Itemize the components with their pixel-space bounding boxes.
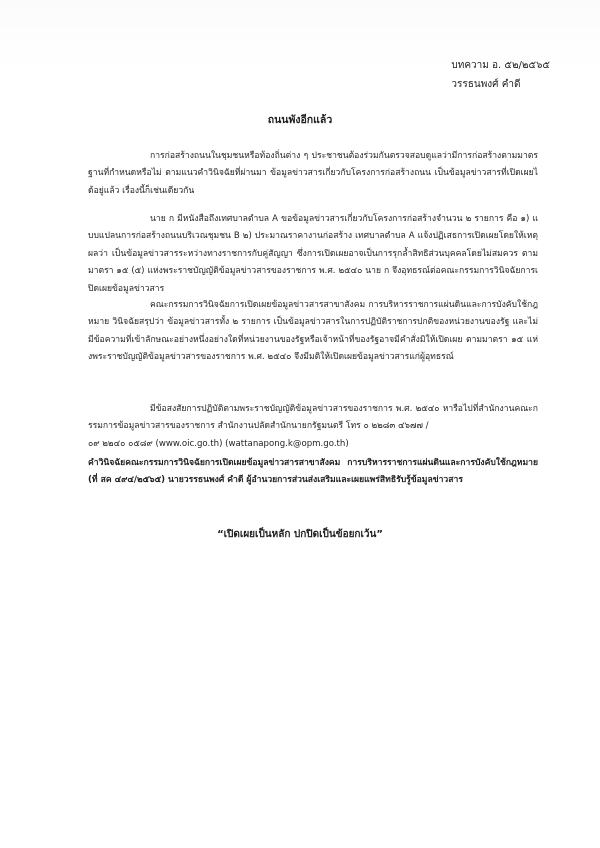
header-reference <box>451 56 550 94</box>
paragraph-contact: มีข้อสงสัยการปฏิบัติตามพระราชบัญญัติข้อมูลข่าวสารของราชการ พ.ศ. ๒๕๔๐ หารือไปที่สำนักงานคณะกรรมการข้อมูลข่าวสารของราชการ สำนักงานปลัดสำนักนายกรัฐมนตรี โทร ๐ ๒๒๘๓ ๔๖๗๗ / <box>88 404 538 432</box>
document-title: ถนนพังอีกแล้ว <box>267 114 333 126</box>
motto: “เปิดเผยเป็นหลัก ปกปิดเป็นข้อยกเว้น” <box>217 529 383 540</box>
author-name: วรรธนพงศ์ คำดี <box>451 79 521 90</box>
paragraph-case: นาย ก มีหนังสือถึงเทศบาลตำบล A ขอข้อมูลข่าวสารเกี่ยวกับโครงการก่อสร้างจำนวน ๒ รายการ คือ ๑) แบบแปลนการก่อสร้างถนนบริเวณชุมชน B ๒) ประมาณราคางานก่อสร้าง เทศบาลตำบล A แจ้งปฏิเสธการเปิดเผยโดยให้เหตุผลว่า เป็นข้อมูลข่าวสารระหว่างทางราชการกับคู่สัญญา ซึ่งการเปิดเผยอาจเป็นการรุกล้ำสิทธิส่วนบุคคลโดยไม่สมควร ตามมาตรา ๑๕ (๕) แห่งพระราชบัญญัติข้อมูลข่าวสารของราชการ พ.ศ. ๒๕๔๐ นาย ก จึงอุทธรณ์ต่อคณะกรรมการวินิจฉัยการเปิดเผยข้อมูลข่าวสาร <box>88 214 538 294</box>
article-number: บทความ อ. ๕๒/๒๕๖๕ <box>451 60 550 71</box>
paragraph-decision: คณะกรรมการวินิจฉัยการเปิดเผยข้อมูลข่าวสารสาขาสังคม การบริหารราชการแผ่นดินและการบังคับใช้กฎหมาย วินิจฉัยสรุปว่า ข้อมูลข่าวสารทั้ง ๒ รายการ เป็นข้อมูลข่าวสารในการปฏิบัติราชการปกติของหน่วยงานของรัฐ และไม่มีข้อความที่เข้าลักษณะอย่างหนึ่งอย่างใดที่หน่วยงานของรัฐหรือเจ้าหน้าที่ของรัฐอาจมีคำสั่งมิให้เปิดเผย ตามมาตรา ๑๕ แห่งพระราชบัญญัติข้อมูลข่าวสารของราชการ พ.ศ. ๒๕๔๐ จึงมีมติให้เปิดเผยข้อมูลข่าวสารแก่ผู้อุทธรณ์ <box>88 300 538 363</box>
paragraph-source: คำวินิจฉัยคณะกรรมการวินิจฉัยการเปิดเผยข้อมูลข่าวสารสาขาสังคม การบริหารราชการแผ่นดินและการบังคับใช้กฎหมาย (ที่ สค ๔๙๔/๒๕๖๕) นายวรรธนพงศ์ คำดี ผู้อำนวยการส่วนส่งเสริมและเผยแพร่สิทธิรับรู้ข้อมูลข่าวสาร <box>88 458 538 486</box>
contact-details: ๐๙ ๒๒๔๐ ๐๕๘๙ (www.oic.go.th) (wattanapong.k@opm.go.th) <box>88 439 349 449</box>
paragraph-intro: การก่อสร้างถนนในชุมชนหรือท้องถิ่นต่าง ๆ ประชาชนต้องร่วมกันตรวจสอบดูแลว่ามีการก่อสร้างตามมาตรฐานที่กำหนดหรือไม่ ตามแนวคำวินิจฉัยที่ผ่านมา ข้อมูลข่าวสารเกี่ยวกับโครงการก่อสร้างถนน เป็นข้อมูลข่าวสารที่เปิดเผยได้อยู่แล้ว เรื่องนี้ก็เช่นเดียวกัน <box>88 151 538 196</box>
